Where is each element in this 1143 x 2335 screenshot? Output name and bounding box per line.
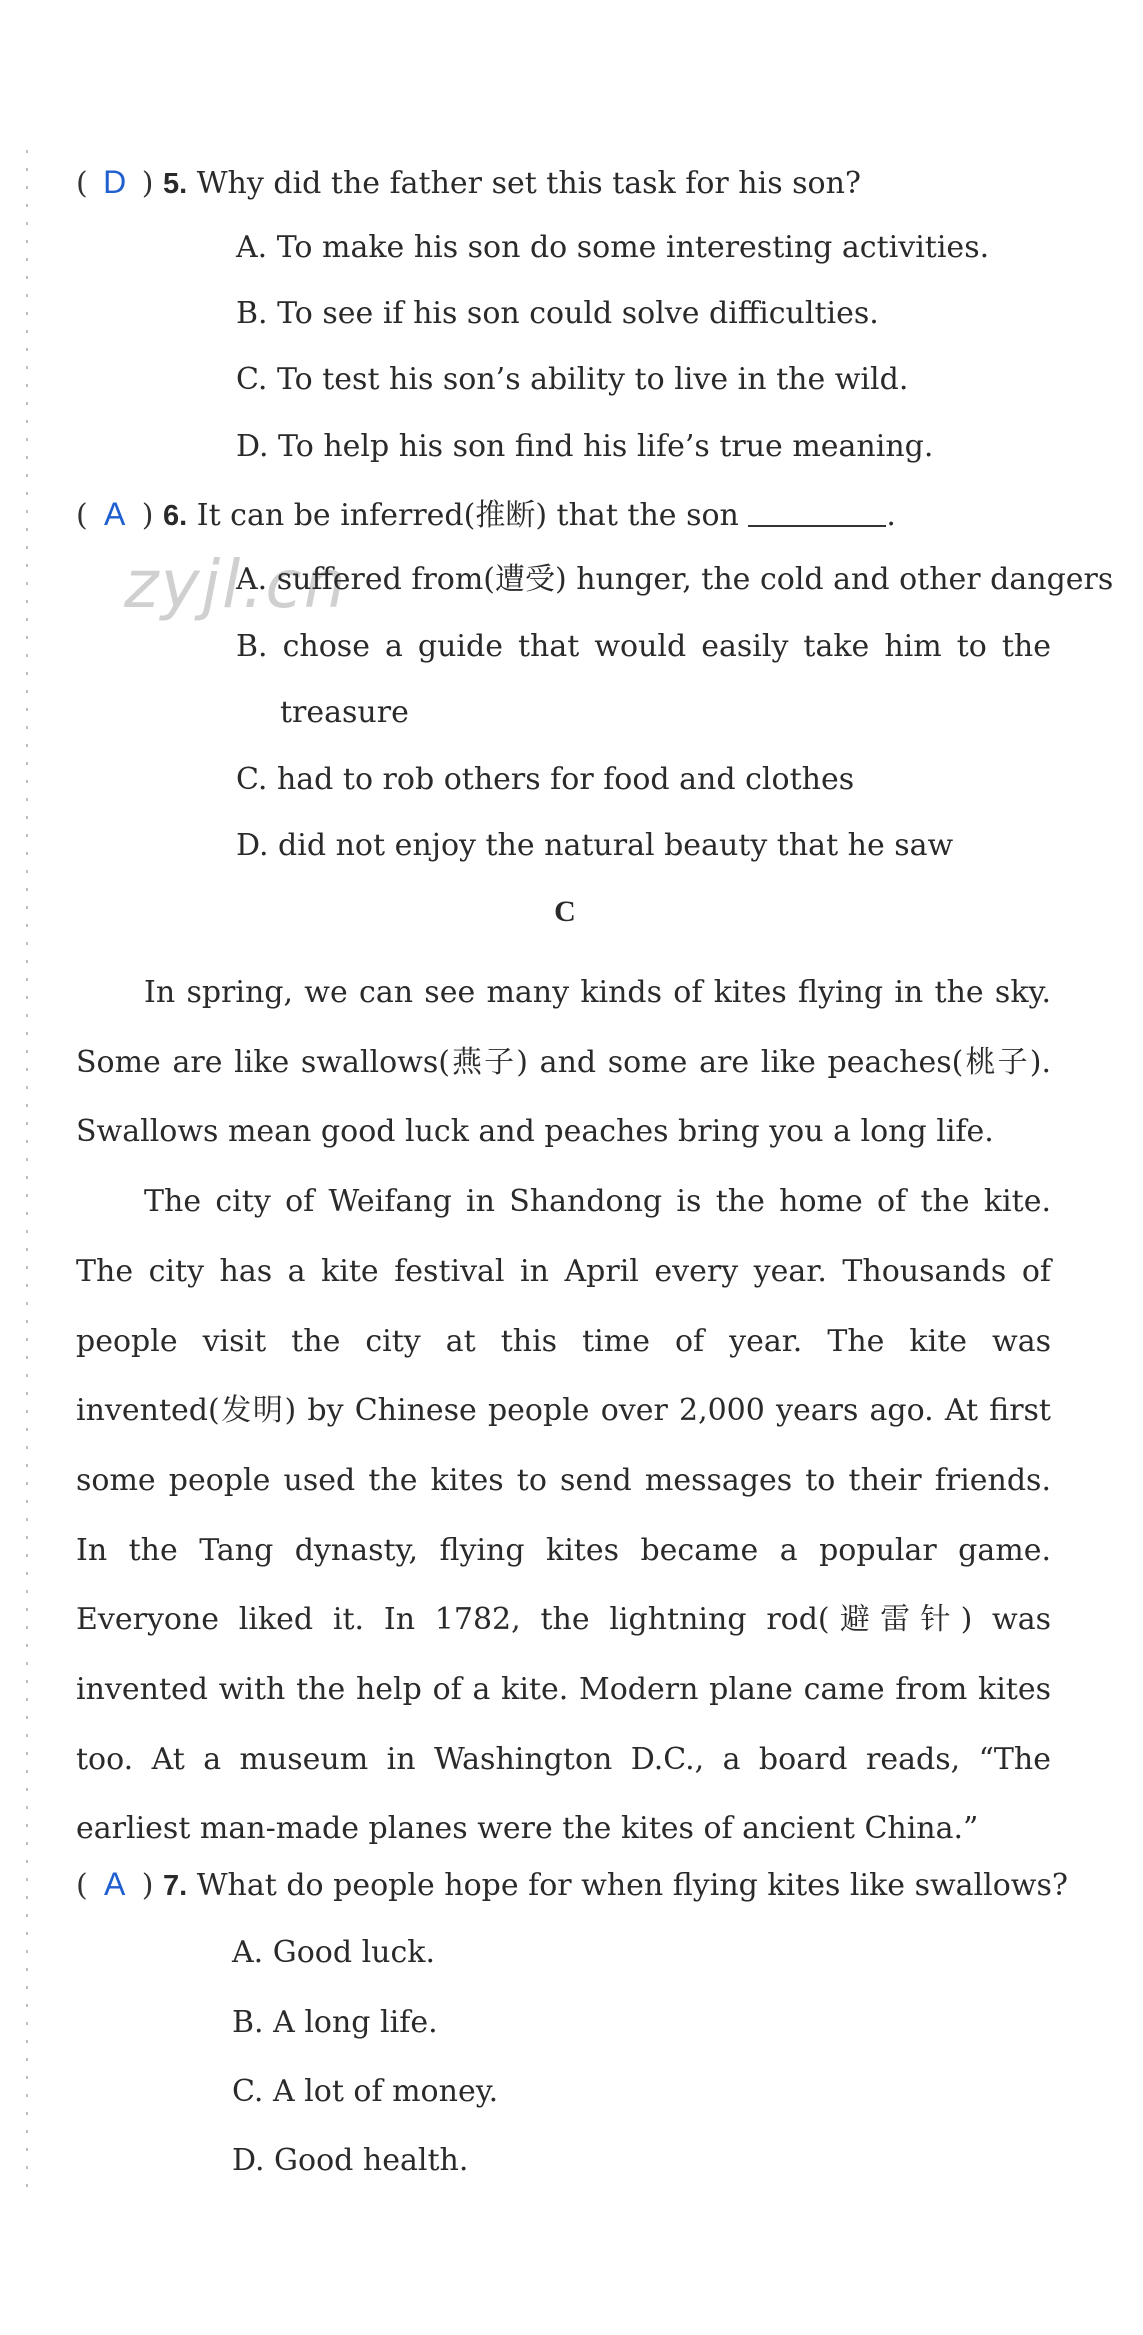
option-5a: A. To make his son do some interesting activities. <box>236 230 990 265</box>
option-7a: A. Good luck. <box>232 1935 435 1970</box>
question-number: 5. <box>162 168 188 200</box>
answer-bracket: ( <box>76 498 88 533</box>
question-text: What do people hope for when flying kites like swallows? <box>196 1868 1068 1903</box>
answer-bracket: ) <box>141 1868 154 1903</box>
answer-5: D <box>103 164 127 200</box>
question-text: Why did the father set this task for his son? <box>196 166 862 201</box>
question-number: 7. <box>162 1870 188 1902</box>
option-6b-continued: treasure <box>280 695 409 730</box>
option-5d: D. To help his son find his life’s true meaning. <box>236 429 934 464</box>
answer-bracket: ( <box>76 1868 88 1903</box>
question-5 <box>76 162 861 204</box>
answer-bracket: ) <box>141 166 154 201</box>
option-6c: C. had to rob others for food and clothes <box>236 762 855 797</box>
answer-bracket: ( <box>76 166 88 201</box>
option-7d: D. Good health. <box>232 2143 469 2178</box>
passage-paragraph-2: The city of Weifang in Shandong is the home of the kite. The city has a kite festival in April every year. Thousands of people visit the city at this time of year. The kite was invented(发明) by Chinese people over 2,000 years ago. At first some people used the kites to send messages to their friends. In the Tang dynasty, flying kites became a popular game. Everyone liked it. In 1782, the lightning rod(避雷针) was invented with the help of a kite. Modern plane came from kites too. At a museum in Washington D.C., a board reads, “The earliest man-made planes were the kites of ancient China.” <box>76 1184 1051 1847</box>
question-number: 6. <box>162 500 188 532</box>
option-5b: B. To see if his son could solve difficulties. <box>236 296 879 331</box>
passage <box>76 958 1051 1864</box>
watermark-logo: zyjl.cn <box>124 546 348 623</box>
option-5c: C. To test his son’s ability to live in the wild. <box>236 362 909 397</box>
option-7c: C. A lot of money. <box>232 2074 499 2109</box>
option-6b: B. chose a guide that would easily take him to the <box>236 629 1051 664</box>
question-7 <box>76 1864 1068 1906</box>
option-6a: A. suffered from(遭受) hunger, the cold and other dangers <box>236 562 1114 597</box>
question-end: . <box>886 498 896 533</box>
answer-7: A <box>104 1866 126 1902</box>
section-heading: C <box>554 895 576 928</box>
option-7b: B. A long life. <box>232 2005 438 2040</box>
question-6 <box>76 494 896 536</box>
option-6d: D. did not enjoy the natural beauty that he saw <box>236 828 954 863</box>
answer-blank <box>748 497 886 527</box>
answer-bracket: ) <box>141 498 154 533</box>
binding-edge-dots <box>26 150 28 2200</box>
question-text: It can be inferred(推断) that the son <box>196 498 739 533</box>
answer-6: A <box>104 496 126 532</box>
passage-paragraph-1: In spring, we can see many kinds of kites flying in the sky. Some are like swallows(燕子) and some are like peaches(桃子). Swallows mean good luck and peaches bring you a long life. <box>76 975 1051 1150</box>
